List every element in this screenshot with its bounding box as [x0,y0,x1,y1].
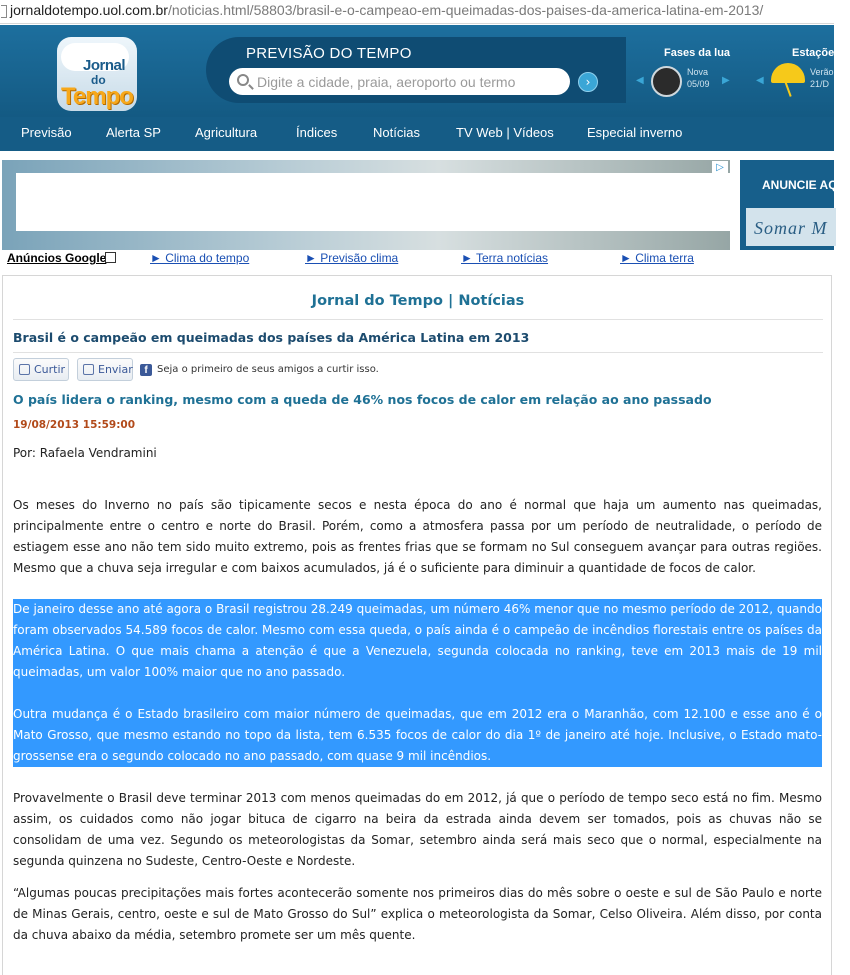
ad-link-clima-do-tempo[interactable]: ► Clima do tempo [150,251,250,265]
url-text[interactable] [10,2,763,18]
facebook-social-text: Seja o primeiro de seus amigos a curtir isso. [157,364,379,375]
side-ad-title: ANUNCIE AQUI [762,178,850,192]
facebook-icon: f [140,364,152,376]
url-host: jornaldotempo.uol.com.br [10,2,168,18]
url-path: /noticias.html/58803/brasil-e-o-campeao-em-queimadas-dos-paises-da-america-latina-em-2013/ [167,2,764,18]
google-ads-label[interactable]: Anúncios Google [7,251,107,265]
external-link-icon[interactable] [105,252,116,263]
section-title: Jornal do Tempo | Notícias [311,293,525,309]
search-input[interactable] [257,72,557,91]
nav-item-agricultura[interactable]: Agricultura [195,125,258,140]
google-ad-links [0,250,834,268]
like-label: Curtir [34,363,66,376]
nav-item-especial-inverno[interactable]: Especial inverno [587,125,683,140]
selection-gap [13,683,822,705]
banner-ad[interactable] [2,160,730,250]
nav-item-indices[interactable]: Índices [296,125,338,140]
logo-text-do: do [91,73,106,87]
main-nav [0,117,834,151]
moon-next-arrow-icon[interactable]: ▶ [722,75,730,86]
article-subtitle: O país lidera o ranking, mesmo com a queda de 46% nos focos de calor em relação ao ano passado [13,392,712,407]
site-header [0,25,841,151]
nav-item-previsao[interactable]: Previsão [21,125,72,140]
search-box[interactable] [229,68,570,95]
search-icon [237,74,249,86]
seasons-label [810,66,834,90]
banner-ad-content [16,173,732,231]
ad-choices-icon[interactable]: ▷ [712,161,728,175]
moon-icon [651,66,682,97]
article-paragraph: “Algumas poucas precipitações mais fortes acontecerão somente nos primeiros dias do mês sobre o oeste e sul de São Paulo e norte de Minas Gerais, centro, oeste e sul de Mato Grosso do Sul” explica o meteorologista da Somar, Celso Oliveira. Além disso, por conta da chuva abaixo da média, setembro promete ser um mês quente. [13,886,822,942]
seasons-prev-arrow-icon[interactable]: ◀ [756,75,764,86]
send-label: Enviar [98,363,133,376]
side-ad-brand: Somar M [754,218,828,238]
header-top [0,25,841,117]
divider [13,352,823,353]
thumbs-up-icon [19,364,30,375]
moon-phases-title: Fases da lua [664,47,731,59]
side-ad[interactable] [740,160,850,250]
article-paragraph: Provavelmente o Brasil deve terminar 2013 com menos queimadas do em 2012, já que o período de tempo seco está no fim. Mesmo assim, os cuidados como não jogar bituca de cigarro na beira da estrada ainda devem ser tomados, pois as chuvas não se consolidam de uma vez. Segundo os meteorologistas da Somar, setembro ainda será mais seco que o normal, especialmente na segunda quinzena no Sudeste, Centro-Oeste e Nordeste. [13,791,822,868]
address-bar[interactable] [0,0,834,24]
search-title: PREVISÃO DO TEMPO [246,45,412,62]
umbrella-stick [784,81,791,97]
seasons-title: Estações [792,47,841,59]
article-paragraph: Os meses do Inverno no país são tipicamente secos e nesta época do ano é normal que haja um aumento nas queimadas, principalmente entre o centro e norte do Brasil. Porém, como a atmosfera passa por um período de neutralidade, o período de estiagem esse ano não tem sido muito extremo, pois as frentes frias que se formam no Sul conseguem avançar para outras regiões. Mesmo que a chuva seja irregular e com baixos acumulados, já é o suficiente para diminuir a quantidade de focos de calor. [13,498,822,575]
article-paragraph-selected: De janeiro desse ano até agora o Brasil registrou 28.249 queimadas, um número 46% menor que no mesmo período de 2012, quando foram observados 54.589 focos de calor. Mesmo com essa queda, o país ainda é o campeão de incêndios florestais entre os países da América Latina. O que mais chama a atenção é que a Venezuela, segunda colocada no ranking, teve em 2013 mais de 19 mil queimadas, um valor 100% maior que no ano passado. [13,599,822,683]
season-name: Verão [810,67,834,77]
moon-label [687,66,710,90]
moon-phase-date: 05/09 [687,79,710,89]
article-paragraph-selected: Outra mudança é o Estado brasileiro com maior número de queimadas, que em 2012 era o Maranhão, com 12.100 e esse ano é o Mato Grosso, que mesmo estando no topo da lista, tem 6.535 focos de calor do dia 1º de janeiro até hoje. Inclusive, o Estado mato-grossense era o segundo colocado no ano passado, com quase 9 mil incêndios. [13,704,822,767]
article-headline: Brasil é o campeão em queimadas dos países da América Latina em 2013 [13,330,530,345]
nav-item-noticias[interactable]: Notícias [373,125,420,140]
send-button[interactable] [77,358,133,381]
like-button[interactable] [13,358,69,381]
moon-phase-name: Nova [687,67,709,77]
site-logo[interactable] [57,37,137,111]
umbrella-icon [771,63,805,83]
ad-link-previsao-clima[interactable]: ► Previsão clima [305,251,399,265]
ad-link-terra-noticias[interactable]: ► Terra notícias [461,251,549,265]
article-byline: Por: Rafaela Vendramini [13,446,157,460]
article-container [2,275,832,975]
search-go-button[interactable]: › [578,72,598,92]
nav-item-alerta-sp[interactable]: Alerta SP [106,125,161,140]
speech-bubble-icon [83,364,94,375]
ad-link-clima-terra[interactable]: ► Clima terra [620,251,694,265]
moon-prev-arrow-icon[interactable]: ◀ [636,75,644,86]
page-icon [1,5,7,18]
article-date: 19/08/2013 15:59:00 [13,419,136,431]
divider [13,319,823,320]
logo-text-jornal: Jornal [83,57,126,74]
nav-item-tv-web-videos[interactable]: TV Web | Vídeos [456,125,554,140]
season-date: 21/D [810,79,830,89]
logo-text-tempo: Tempo [61,83,133,110]
